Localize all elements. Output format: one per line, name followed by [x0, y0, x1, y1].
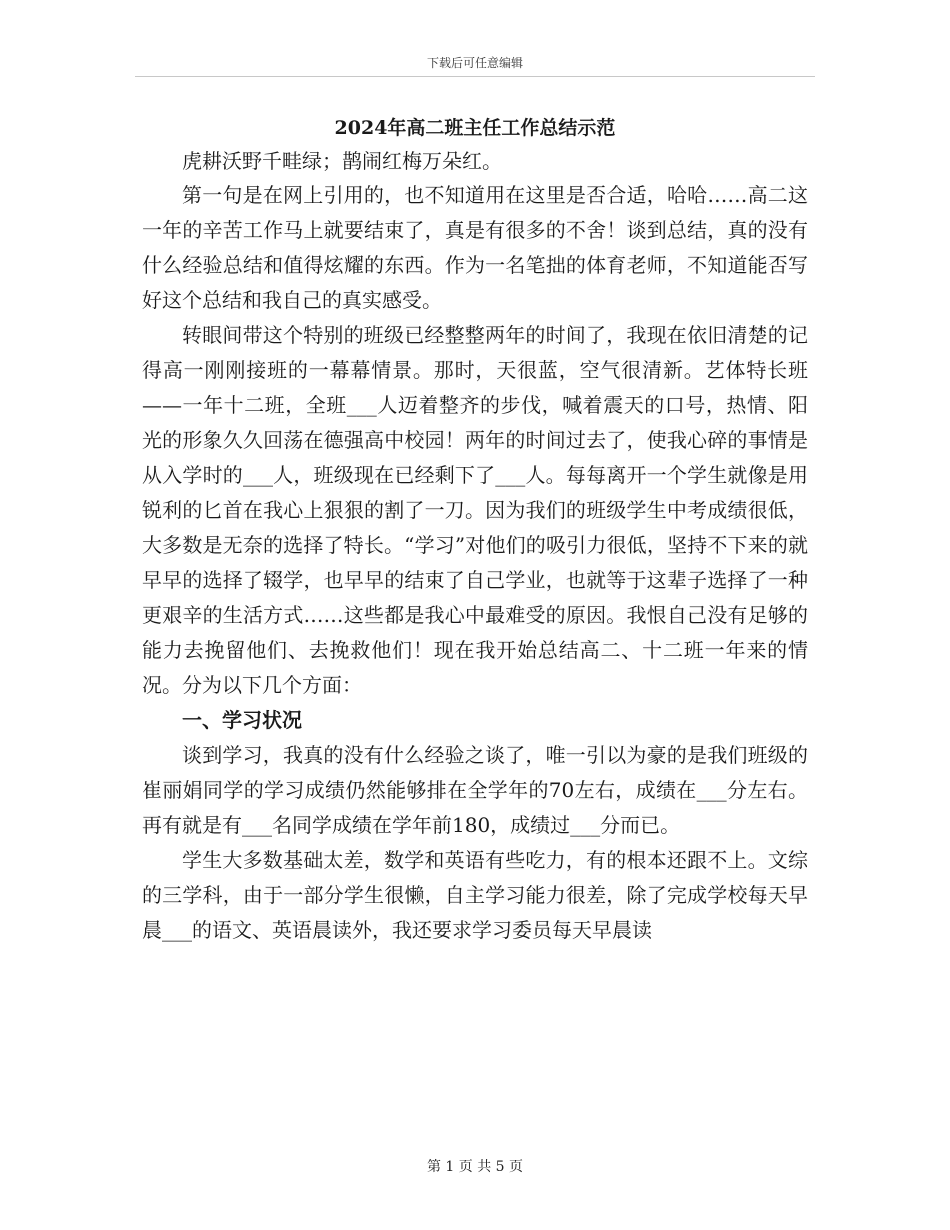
header-divider — [135, 76, 815, 77]
document-title: 2024年高二班主任工作总结示范 — [334, 117, 616, 139]
page-number-footer: 第 1 页 共 5 页 — [426, 1159, 524, 1175]
page-header-note: 下载后可任意编辑 — [426, 56, 523, 70]
study-paragraph-2: 学生大多数基础太差，数学和英语有些吃力，有的根本还跟不上。文综的三学科，由于一部分学生很懒，自主学习能力很差，除了完成学校每天早晨___的语文、英语晨读外，我还要求学习委员每天早晨读 — [142, 848, 808, 942]
opening-couplet: 虎耕沃野千畦绿；鹊闹红梅万朵红。 — [182, 149, 502, 173]
study-paragraph-1: 谈到学习，我真的没有什么经验之谈了，唯一引以为豪的是我们班级的崔丽娟同学的学习成绩仍然能够排在全学年的70左右，成绩在___分左右。再有就是有___名同学成绩在学年前180，成绩过___分而已。 — [142, 743, 808, 837]
background-paragraph: 转眼间带这个特别的班级已经整整两年的时间了，我现在依旧清楚的记得高一刚刚接班的一幕幕情景。那时，天很蓝，空气很清新。艺体特长班——一年十二班，全班___人迈着整齐的步伐，喊着震天的口号，热情、阳光的形象久久回荡在德强高中校园！两年的时间过去了，使我心碎的事情是从入学时的___人，班级现在已经剩下了___人。每每离开一个学生就像是用锐利的匕首在我心上狠狠的割了一刀。因为我们的班级学生中考成绩很低，大多数是无奈的选择了特长。“学习”对他们的吸引力很低，坚持不下来的就早早的选择了辍学，也早早的结束了自己学业，也就等于这辈子选择了一种更艰辛的生活方式……这些都是我心中最难受的原因。我恨自己没有足够的能力去挽留他们、去挽救他们！现在我开始总结高二、十二班一年来的情况。分为以下几个方面： — [142, 323, 808, 697]
intro-paragraph: 第一句是在网上引用的，也不知道用在这里是否合适，哈哈……高二这一年的辛苦工作马上就要结束了，真是有很多的不舍！谈到总结，真的没有什么经验总结和值得炫耀的东西。作为一名笔拙的体育老师，不知道能否写好这个总结和我自己的真实感受。 — [142, 183, 808, 312]
section-heading-study: 一、学习状况 — [182, 708, 302, 732]
document-body — [142, 112, 808, 948]
